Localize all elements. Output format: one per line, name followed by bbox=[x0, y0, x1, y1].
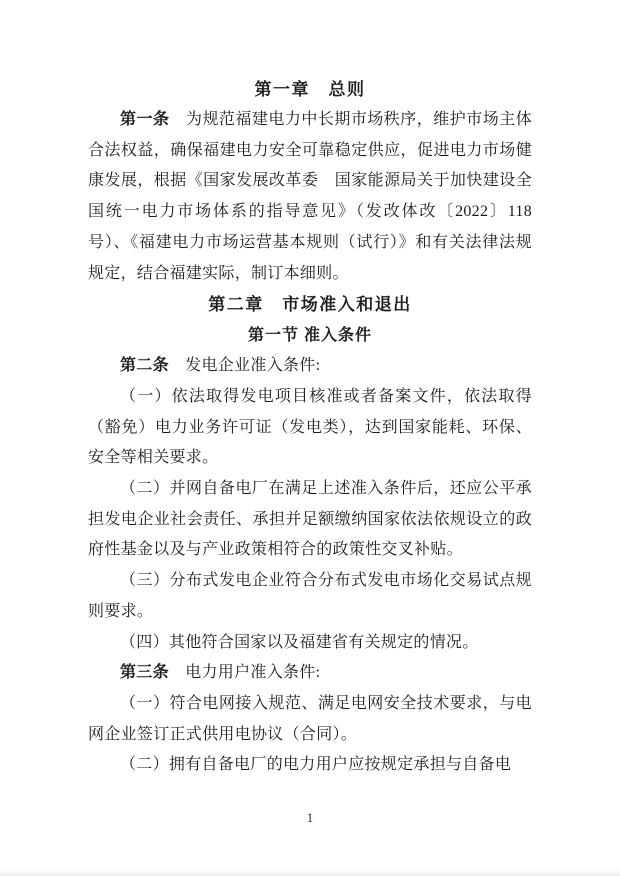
article-1-label: 第一条 bbox=[120, 111, 170, 128]
chapter-2-heading: 第二章 市场准入和退出 bbox=[208, 295, 412, 315]
article-3-text: 电力用户准入条件: bbox=[168, 664, 321, 682]
article-2-label: 第二条 bbox=[120, 357, 169, 375]
article-2-paragraph bbox=[88, 351, 532, 382]
article-1-paragraph bbox=[88, 105, 532, 289]
article-2-item-2: （二）并网自备电厂在满足上述准入条件后，还应公平承担发电企业社会责任、承担并足额缴纳国家依法依规设立的政府性基金以及与产业政策相符合的政策性交叉补贴。 bbox=[88, 480, 532, 559]
article-2-item-1: （一）依法取得发电项目核准或者备案文件，依法取得（豁免）电力业务许可证（发电类），达到国家能耗、环保、安全等相关要求。 bbox=[88, 387, 532, 467]
chapter-1-heading: 第一章 总则 bbox=[254, 80, 366, 99]
article-1-text: 为规范福建电力中长期市场秩序，维护市场主体合法权益，确保福建电力安全可靠稳定供应，促进电力市场健康发展，根据《国家发展改革委 国家能源局关于加快建设全国统一电力市场体系的指导意见》（发改体改〔2022〕118 号）、《福建电力市场运营基本规则（试行）》和有关法律法规规定，结合福建实际，制订本细则。 bbox=[88, 111, 532, 282]
article-2-item-3: （三）分布式发电企业符合分布式发电市场化交易试点规则要求。 bbox=[88, 572, 532, 620]
article-3-paragraph bbox=[88, 658, 532, 689]
article-2-text: 发电企业准入条件: bbox=[168, 357, 321, 375]
section-1-heading: 第一节 准入条件 bbox=[247, 327, 372, 345]
article-3-item-1: （一）符合电网接入规范、满足电网安全技术要求，与电网企业签订正式供用电协议（合同）。 bbox=[88, 694, 532, 743]
article-3-item-2: （二）拥有自备电厂的电力用户应按规定承担与自备电 bbox=[120, 756, 512, 774]
article-2-item-4: （四）其他符合国家以及福建省有关规定的情况。 bbox=[120, 633, 479, 651]
document-body bbox=[88, 74, 532, 781]
page-number: 1 bbox=[306, 810, 314, 825]
article-3-label: 第三条 bbox=[120, 664, 169, 682]
